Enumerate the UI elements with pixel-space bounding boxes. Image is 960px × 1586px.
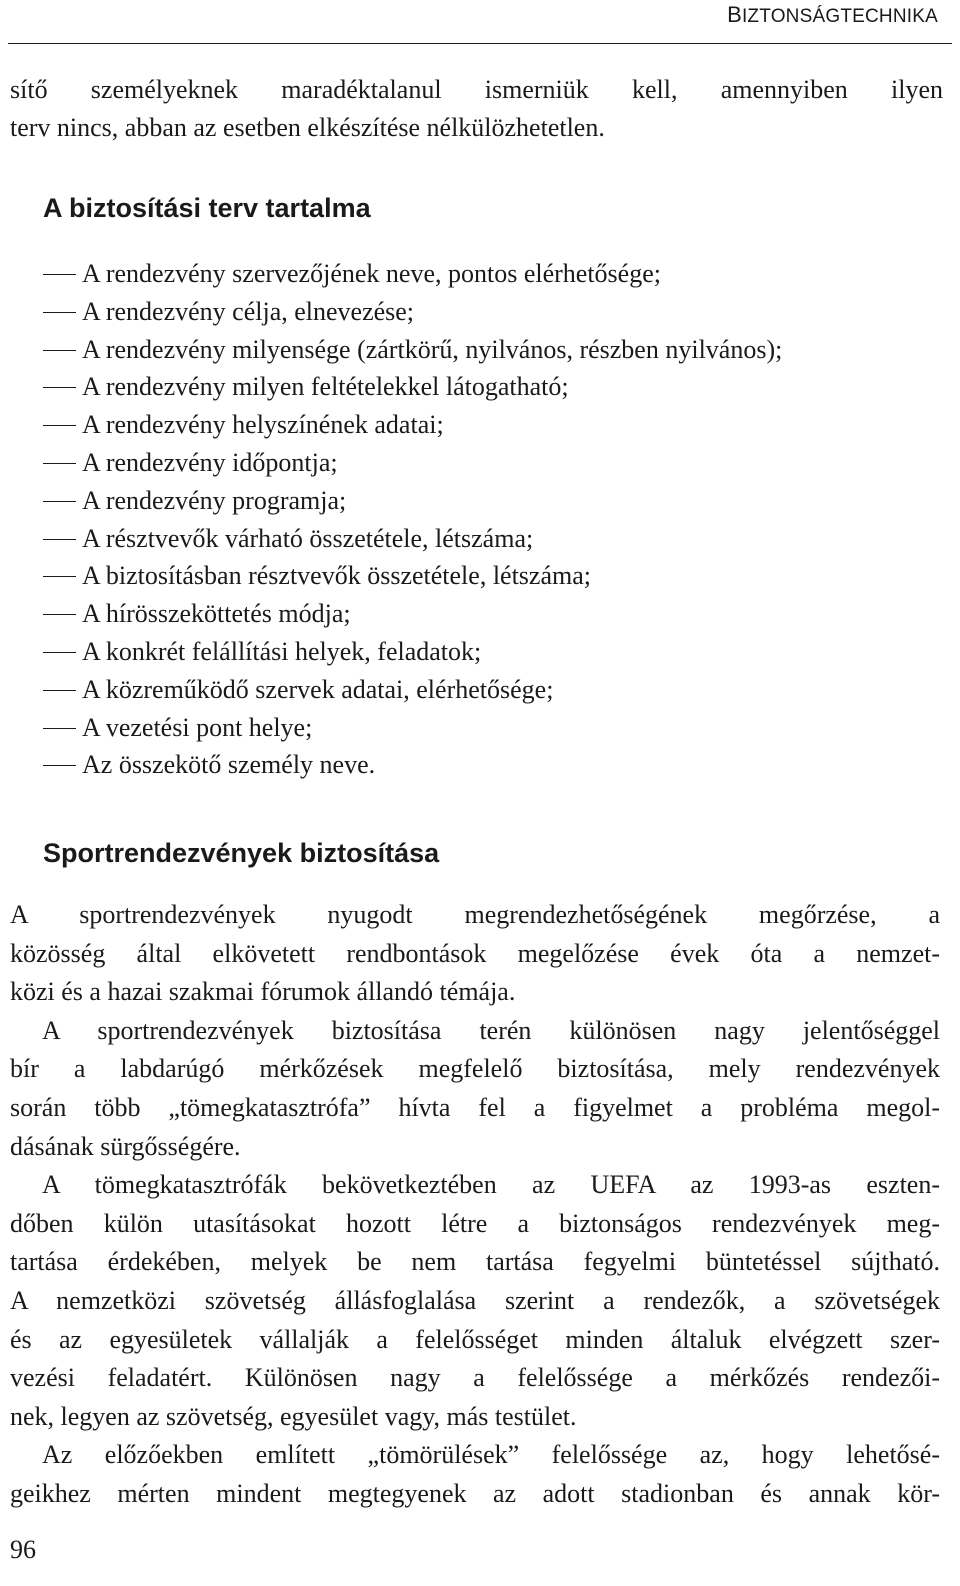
list-item-text: A biztosításban résztvevők összetétele, létszáma; <box>82 561 591 591</box>
intro-paragraph <box>10 71 943 147</box>
list-item-text: A rendezvény célja, elnevezése; <box>82 296 415 326</box>
running-head <box>727 2 938 28</box>
paragraph-line: A sportrendezvények nyugodt megrendezhetőségének megőrzése, a <box>10 900 940 929</box>
dash-bullet <box>43 614 76 615</box>
dash-bullet <box>43 501 76 502</box>
dash-bullet <box>43 652 76 653</box>
dash-bullet <box>43 728 76 729</box>
paragraph-line: és az egyesületek vállalják a felelősséget minden általuk elvégzett szer- <box>10 1324 940 1354</box>
header-rule <box>8 43 952 44</box>
list-item <box>0 331 960 369</box>
paragraph-line: közi és a hazai szakmai fórumok állandó témája. <box>10 977 516 1007</box>
paragraph-line: A nemzetközi szövetség állásfoglalása szerint a rendezők, a szövetségek <box>10 1285 940 1315</box>
intro-line: terv nincs, abban az esetben elkészítése nélkülözhetetlen. <box>10 113 605 142</box>
list-item <box>0 746 960 784</box>
dash-bullet <box>43 387 76 388</box>
paragraph-line: bír a labdarúgó mérkőzések megfelelő biztosítása, mely rendezvények <box>10 1054 940 1084</box>
list-item-text: A közreműködő szervek adatai, elérhetősége; <box>82 674 554 704</box>
list-item <box>0 520 960 558</box>
list-item-text: A rendezvény milyen feltételekkel látogatható; <box>82 372 569 402</box>
paragraph-line: Az előzőekben említett „tömörülések” felelőssége az, hogy lehetősé- <box>42 1440 940 1470</box>
list-item-text: A konkrét felállítási helyek, feladatok; <box>82 636 482 666</box>
list-item-text: A rendezvény helyszínének adatai; <box>82 410 444 440</box>
list-item <box>0 482 960 520</box>
intro-line: sítő személyeknek maradéktalanul ismerniük kell, amennyiben ilyen <box>10 75 943 104</box>
list-item <box>0 595 960 633</box>
paragraph-line: dőben külön utasításokat hozott létre a biztonságos rendezvények meg- <box>10 1208 940 1238</box>
dash-bullet <box>43 576 76 577</box>
paragraph-line: tartása érdekében, melyek be nem tartása fegyelmi büntetéssel sújtható. <box>10 1247 940 1277</box>
dash-bullet <box>43 463 76 464</box>
list-item <box>0 671 960 709</box>
section-heading-sport: Sportrendezvények biztosítása <box>43 838 440 868</box>
list-item <box>0 255 960 293</box>
list-item-text: Az összekötő személy neve. <box>82 750 376 780</box>
list-item <box>0 444 960 482</box>
list-item <box>0 406 960 444</box>
paragraph-line: A sportrendezvények biztosítása terén különösen nagy jelentőséggel <box>42 1015 940 1045</box>
dash-bullet <box>43 312 76 313</box>
dash-bullet <box>43 539 76 540</box>
paragraph-line: A tömegkatasztrófák bekövetkeztében az UEFA az 1993-as eszten- <box>42 1170 940 1200</box>
list-item <box>0 368 960 406</box>
list-item-text: A rendezvény időpontja; <box>82 447 338 477</box>
running-head-text: IZTONSÁGTECHNIKA <box>741 6 938 27</box>
dash-bullet <box>43 690 76 691</box>
list-item <box>0 633 960 671</box>
paragraph-line: során több „tömegkatasztrófa” hívta fel a figyelmet a probléma megol- <box>10 1092 940 1122</box>
paragraph-line: dásának sürgősségére. <box>10 1131 241 1161</box>
dash-bullet <box>43 425 76 426</box>
paragraph-line: nek, legyen az szövetség, egyesület vagy, más testület. <box>10 1401 577 1431</box>
list-item-text: A rendezvény programja; <box>82 485 347 515</box>
list-item-text: A résztvevők várható összetétele, létszáma; <box>82 523 534 553</box>
dash-bullet <box>43 274 76 275</box>
page-number: 96 <box>10 1535 36 1564</box>
paragraph-line: közösség által elkövetett rendbontások megelőzése évek óta a nemzet- <box>10 938 940 968</box>
list-item-text: A rendezvény milyensége (zártkörű, nyilvános, részben nyilvános); <box>82 334 783 364</box>
list-item-text: A rendezvény szervezőjének neve, pontos elérhetősége; <box>82 259 661 288</box>
dash-bullet <box>43 765 76 766</box>
list-item <box>0 709 960 747</box>
list-item <box>0 293 960 331</box>
paragraph-line: vezési feladatért. Különösen nagy a felelőssége a mérkőzés rendezői- <box>10 1363 940 1393</box>
sport-body-text <box>10 896 940 1514</box>
list-item <box>0 557 960 595</box>
list-item-text: A vezetési pont helye; <box>82 712 313 742</box>
section-heading-plan: A biztosítási terv tartalma <box>43 193 371 223</box>
list-item-text: A hírösszeköttetés módja; <box>82 599 351 629</box>
dash-bullet <box>43 350 76 351</box>
plan-contents-list <box>0 255 960 784</box>
paragraph-line: geikhez mérten mindent megtegyenek az adott stadionban és annak kör- <box>10 1478 940 1508</box>
running-head-initial: B <box>727 2 742 27</box>
